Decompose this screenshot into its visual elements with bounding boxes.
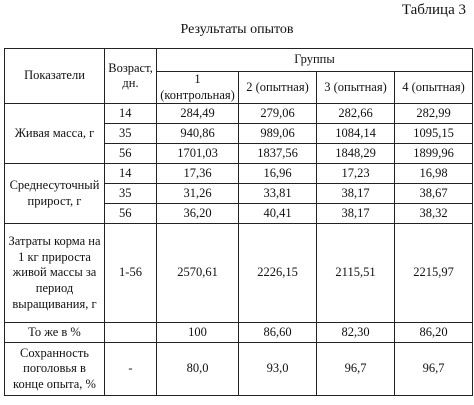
table-number: Таблица 3 [401, 2, 466, 18]
value-cell: 17,36 [157, 164, 239, 184]
header-group-2: 2 (опытная) [239, 72, 317, 104]
row-label-live-weight: Живая масса, г [5, 104, 105, 164]
results-table [4, 48, 473, 396]
value-cell: 100 [157, 323, 239, 343]
value-cell: 16,98 [395, 164, 473, 184]
header-age: Возраст, дн. [105, 49, 157, 104]
value-cell: 36,20 [157, 204, 239, 224]
value-cell: 38,17 [317, 204, 395, 224]
value-cell: 96,7 [317, 343, 395, 396]
value-cell: 16,96 [239, 164, 317, 184]
value-cell: 989,06 [239, 124, 317, 144]
table-row [5, 164, 473, 184]
value-cell: 1095,15 [395, 124, 473, 144]
row-label-daily-gain: Среднесуточный прирост, г [5, 164, 105, 224]
table-row [5, 343, 473, 396]
value-cell: 940,86 [157, 124, 239, 144]
header-groups: Группы [157, 49, 473, 72]
value-cell: 2570,61 [157, 224, 239, 323]
age-cell: 35 [105, 184, 157, 204]
row-label-survival: Сохранность поголовья в конце опыта, % [5, 343, 105, 396]
value-cell: 282,99 [395, 104, 473, 124]
value-cell: 1848,29 [317, 144, 395, 164]
value-cell: 38,17 [317, 184, 395, 204]
value-cell: 282,66 [317, 104, 395, 124]
age-cell: - [105, 343, 157, 396]
table-row [5, 104, 473, 124]
value-cell: 93,0 [239, 343, 317, 396]
row-label-same-pct: То же в % [5, 323, 105, 343]
value-cell: 279,06 [239, 104, 317, 124]
value-cell: 1837,56 [239, 144, 317, 164]
age-cell: 14 [105, 104, 157, 124]
value-cell: 86,20 [395, 323, 473, 343]
age-cell: 1-56 [105, 224, 157, 323]
header-row-1 [5, 49, 473, 72]
value-cell: 80,0 [157, 343, 239, 396]
value-cell: 284,49 [157, 104, 239, 124]
value-cell: 1084,14 [317, 124, 395, 144]
header-group-4: 4 (опытная) [395, 72, 473, 104]
value-cell: 38,32 [395, 204, 473, 224]
age-cell: 14 [105, 164, 157, 184]
value-cell: 1899,96 [395, 144, 473, 164]
value-cell: 96,7 [395, 343, 473, 396]
age-cell: 35 [105, 124, 157, 144]
row-label-feed-cost: Затраты корма на 1 кг прироста живой массы за период выращивания, г [5, 224, 105, 323]
value-cell: 17,23 [317, 164, 395, 184]
value-cell: 38,67 [395, 184, 473, 204]
value-cell: 2226,15 [239, 224, 317, 323]
value-cell: 82,30 [317, 323, 395, 343]
table-row [5, 224, 473, 323]
value-cell: 86,60 [239, 323, 317, 343]
header-group-1: 1 (контрольная) [157, 72, 239, 104]
age-cell [105, 323, 157, 343]
value-cell: 1701,03 [157, 144, 239, 164]
header-group-3: 3 (опытная) [317, 72, 395, 104]
value-cell: 40,41 [239, 204, 317, 224]
value-cell: 31,26 [157, 184, 239, 204]
value-cell: 2215,97 [395, 224, 473, 323]
value-cell: 33,81 [239, 184, 317, 204]
age-cell: 56 [105, 204, 157, 224]
table-row [5, 323, 473, 343]
age-cell: 56 [105, 144, 157, 164]
table-caption: Результаты опытов [180, 22, 294, 37]
header-indicator: Показатели [5, 49, 105, 104]
value-cell: 2115,51 [317, 224, 395, 323]
